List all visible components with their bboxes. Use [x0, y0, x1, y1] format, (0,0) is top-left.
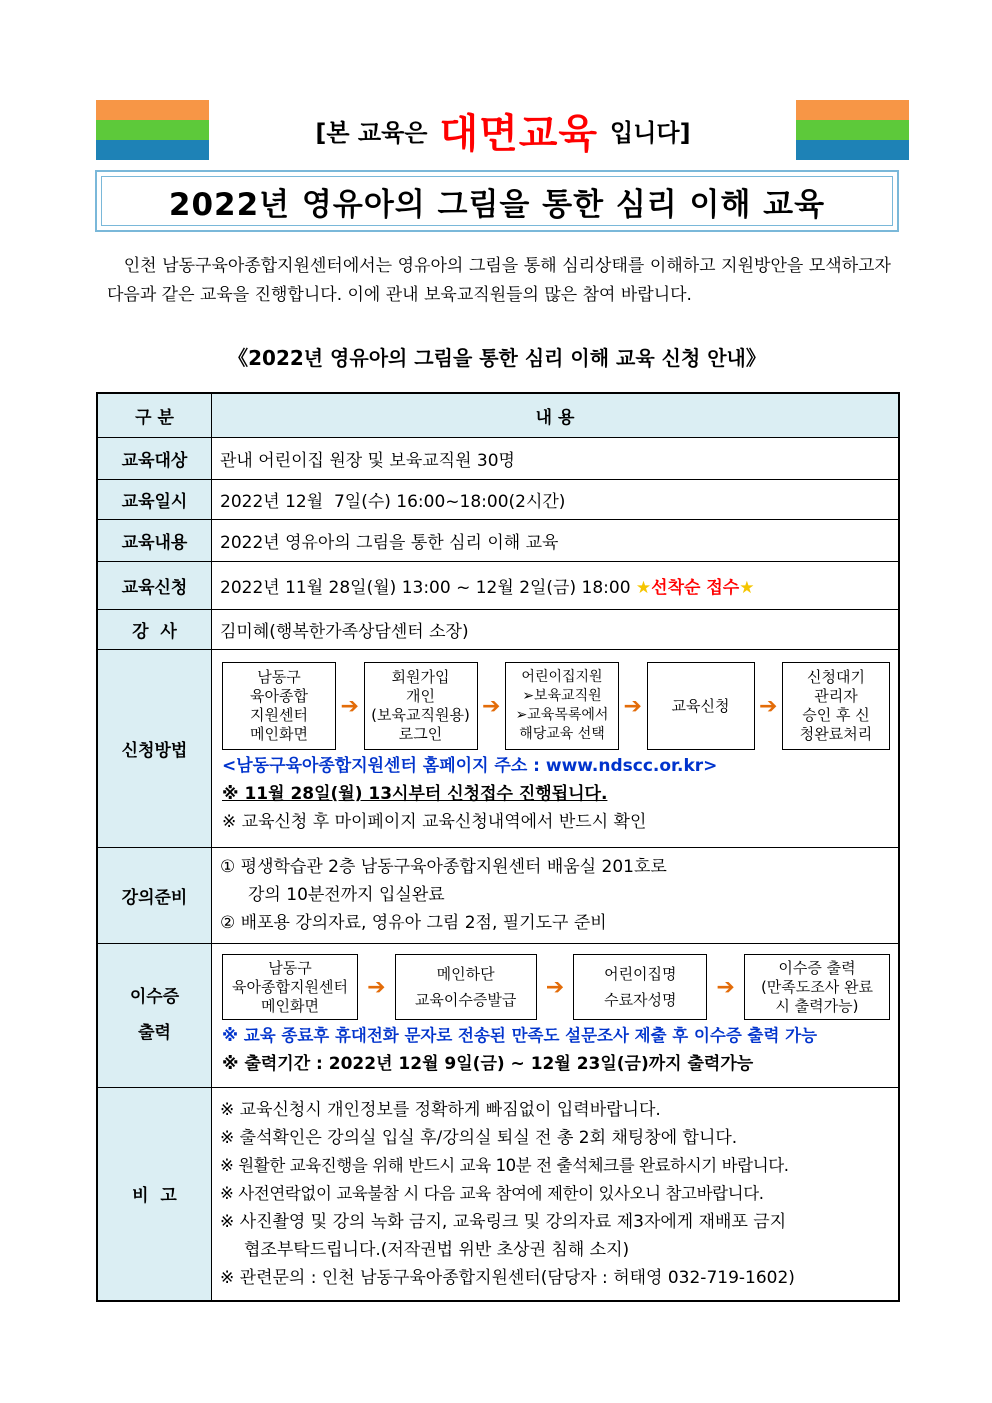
value-method [212, 649, 900, 847]
arrow-right-icon: ➔ [340, 693, 359, 719]
value-prep [212, 847, 900, 943]
banner [210, 100, 796, 160]
cert-step-issue: 메인하단 교육이수증발급 [395, 954, 537, 1020]
row-prep [97, 847, 899, 943]
flow-step-select-course: 어린이집지원 ➢보육교직원 ➢교육목록에서 해당교육 선택 [505, 662, 619, 750]
remark-item: ※ 사전연락없이 교육불참 시 다음 교육 참여에 제한이 있사오니 참고바랍니다. [220, 1183, 764, 1203]
prep-item-1: ① 평생학습관 2층 남동구육아종합지원센터 배움실 201호로 [220, 857, 667, 877]
remark-item: ※ 사진촬영 및 강의 녹화 금지, 교육링크 및 강의자료 제3자에게 재배포 금지 [220, 1211, 787, 1232]
label-remarks: 비 고 [97, 1087, 212, 1301]
star-icon: ★ [739, 577, 755, 598]
banner-suffix: 입니다] [610, 118, 691, 147]
label-cert: 이수증 출력 [97, 943, 212, 1087]
cert-flow [222, 954, 890, 1022]
star-icon: ★ [635, 577, 652, 598]
remark-contact: ※ 관련문의 : 인천 남동구육아종합지원센터(담당자 : 허태영 032-719-1602) [220, 1267, 795, 1288]
header-col-content: 내 용 [212, 393, 900, 437]
intro-paragraph: 인천 남동구육아종합지원센터에서는 영유아의 그림을 통해 심리상태를 이해하고 지원방안을 모색하고자 다음과 같은 교육을 진행합니다. 이에 관내 보육교직원들의 많은 참여 바랍니다. [107, 256, 891, 305]
label-date: 교육일시 [97, 479, 212, 519]
row-lecturer [97, 609, 899, 649]
value-cert [212, 943, 900, 1087]
remark-item: 협조부탁드립니다.(저작권법 위반 초상권 침해 소지) [244, 1239, 630, 1260]
arrow-right-icon: ➔ [716, 974, 735, 1000]
value-content: 2022년 영유아의 그림을 통한 심리 이해 교육 [212, 519, 900, 561]
page-title: 2022년 영유아의 그림을 통한 심리 이해 교육 [168, 186, 826, 223]
decorative-stripes-right [796, 100, 909, 160]
homepage-url[interactable]: <남동구육아종합지원센터 홈페이지 주소 : www.ndscc.or.kr> [222, 756, 718, 776]
survey-notice: ※ 교육 종료후 휴대전화 문자로 전송된 만족도 설문조사 제출 후 이수증 출력 가능 [222, 1026, 818, 1045]
remark-item: ※ 원활한 교육진행을 위해 반드시 교육 10분 전 출석체크를 완료하시기 바랍니다. [220, 1155, 789, 1175]
remark-item: ※ 교육신청시 개인정보를 정확하게 빠짐없이 입력바랍니다. [220, 1099, 661, 1120]
row-content [97, 519, 899, 561]
row-remarks [97, 1087, 899, 1301]
flow-step-main-page: 남동구 육아종합 지원센터 메인화면 [222, 662, 336, 750]
arrow-right-icon: ➔ [759, 693, 778, 719]
arrow-right-icon: ➔ [367, 974, 386, 1000]
arrow-right-icon: ➔ [482, 693, 501, 719]
cert-step-name: 어린이집명 수료자성명 [573, 954, 707, 1020]
value-date: 2022년 12월 7일(수) 16:00~18:00(2시간) [212, 479, 900, 519]
decorative-stripes-left [96, 100, 209, 160]
table-header [97, 393, 899, 437]
row-target [97, 437, 899, 479]
label-apply: 교육신청 [97, 561, 212, 609]
arrow-right-icon: ➔ [623, 693, 642, 719]
info-table [96, 392, 900, 1302]
cert-step-print: 이수증 출력 (만족도조사 완료 시 출력가능) [744, 954, 890, 1020]
flow-step-approval: 신청대기 관리자 승인 후 신 청완료처리 [782, 662, 890, 750]
value-remarks [212, 1087, 900, 1301]
label-method: 신청방법 [97, 649, 212, 847]
first-come-badge: 선착순 접수 [651, 577, 740, 598]
application-flow [222, 662, 890, 752]
check-notice: ※ 교육신청 후 마이페이지 교육신청내역에서 반드시 확인 [222, 812, 647, 832]
header-col-category: 구 분 [97, 393, 212, 437]
value-apply [212, 561, 900, 609]
title-box [95, 170, 899, 232]
apply-period: 2022년 11월 28일(월) 13:00 ~ 12월 2일(금) 18:00 [220, 577, 631, 598]
apply-start-notice: ※ 11월 28일(월) 13시부터 신청접수 진행됩니다. [222, 784, 608, 804]
print-period: ※ 출력기간 : 2022년 12월 9일(금) ~ 12월 23일(금)까지 출력가능 [222, 1054, 754, 1074]
prep-item-1-cont: 강의 10분전까지 입실완료 [248, 885, 445, 905]
value-lecturer: 김미혜(행복한가족상담센터 소장) [212, 609, 900, 649]
label-lecturer: 강 사 [97, 609, 212, 649]
row-date [97, 479, 899, 519]
label-prep: 강의준비 [97, 847, 212, 943]
label-content: 교육내용 [97, 519, 212, 561]
remark-item: ※ 출석확인은 강의실 입실 후/강의실 퇴실 전 총 2회 채팅창에 합니다. [220, 1127, 738, 1148]
row-cert [97, 943, 899, 1087]
banner-prefix: [본 교육은 [315, 118, 428, 147]
arrow-right-icon: ➔ [545, 974, 565, 1000]
section-subtitle: 《2022년 영유아의 그림을 통한 심리 이해 교육 신청 안내》 [228, 346, 766, 370]
row-apply [97, 561, 899, 609]
label-target: 교육대상 [97, 437, 212, 479]
cert-step-main-page: 남동구 육아종합지원센터 메인화면 [222, 954, 358, 1020]
banner-emphasis: 대면교육 [439, 110, 599, 157]
flow-step-login: 회원가입 개인 (보육교직원용) 로그인 [364, 662, 478, 750]
row-method [97, 649, 899, 847]
flow-step-apply: 교육신청 [647, 662, 755, 750]
prep-item-2: ② 배포용 강의자료, 영유아 그림 2점, 필기도구 준비 [220, 913, 607, 933]
value-target: 관내 어린이집 원장 및 보육교직원 30명 [212, 437, 900, 479]
